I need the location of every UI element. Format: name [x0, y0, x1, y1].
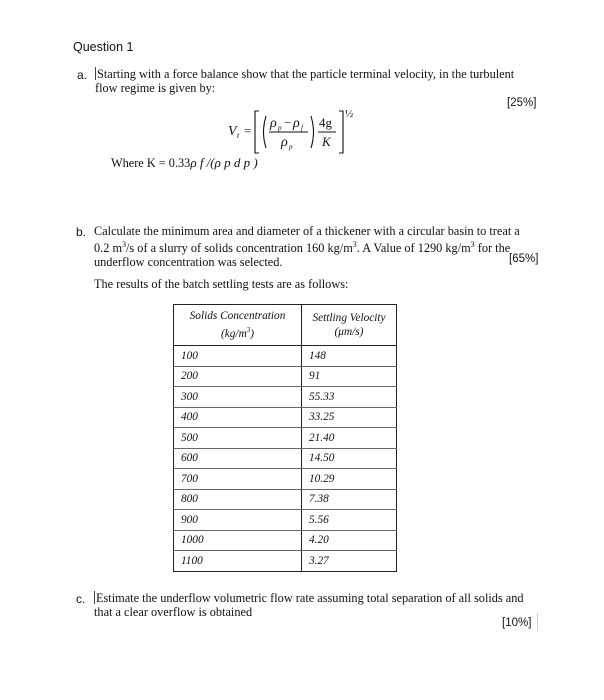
- table-row: [174, 530, 397, 551]
- terminal-velocity-formula: [226, 103, 376, 159]
- conc-cell: 400: [174, 407, 302, 428]
- conc-cell: 1100: [174, 551, 302, 572]
- table-header-row: [174, 305, 397, 346]
- conc-cell: 900: [174, 510, 302, 531]
- vel-cell: 21.40: [302, 428, 397, 449]
- table-row: [174, 428, 397, 449]
- table-row: [174, 469, 397, 490]
- part-b-line3: underflow concentration was selected.: [94, 255, 283, 270]
- part-b-label: b.: [76, 225, 87, 239]
- where-k-line: [111, 156, 258, 170]
- part-b-line1: Calculate the minimum area and diameter of a thickener with a circular basin to treat a: [94, 224, 520, 238]
- part-b-text: [94, 224, 520, 269]
- conc-cell: 500: [174, 428, 302, 449]
- where-k-prefix: Where K = 0.33: [111, 156, 191, 170]
- conc-cell: 800: [174, 489, 302, 510]
- question-title: Question 1: [73, 40, 134, 54]
- conc-cell: 300: [174, 387, 302, 408]
- table-row: [174, 387, 397, 408]
- vel-cell: 91: [302, 366, 397, 387]
- table-body: [174, 346, 397, 572]
- vel-cell: 4.20: [302, 530, 397, 551]
- part-a-line2: flow regime is given by:: [95, 81, 216, 95]
- part-c-marks: [10%]: [502, 617, 532, 629]
- table-row: [174, 551, 397, 572]
- results-intro: The results of the batch settling tests are as follows:: [94, 277, 349, 291]
- conc-cell: 1000: [174, 530, 302, 551]
- formula-rho-p: ρ: [270, 116, 277, 131]
- formula-rho-p-den: ρ: [281, 135, 288, 150]
- conc-cell: 700: [174, 469, 302, 490]
- vel-cell: 14.50: [302, 448, 397, 469]
- table-row: [174, 346, 397, 367]
- where-k-expression: ρ f /(ρ p d p ): [190, 155, 258, 170]
- formula-equals: =: [244, 123, 252, 138]
- conc-cell: 200: [174, 366, 302, 387]
- part-b-marks: [65%]: [509, 253, 539, 265]
- table-row: [174, 407, 397, 428]
- formula-exponent: ½: [345, 108, 354, 120]
- vel-cell: 7.38: [302, 489, 397, 510]
- formula-4g: 4g: [319, 115, 332, 130]
- part-a-label: a.: [77, 68, 88, 82]
- part-c-label: c.: [76, 592, 86, 606]
- formula-sub-p1: p: [278, 124, 282, 132]
- table-row: [174, 448, 397, 469]
- vel-cell: 55.33: [302, 387, 397, 408]
- conc-cell: 600: [174, 448, 302, 469]
- conc-cell: 100: [174, 346, 302, 367]
- text-caret-bar: [537, 613, 538, 631]
- part-c-line2: that a clear overflow is obtained: [94, 605, 253, 619]
- vel-cell: 10.29: [302, 469, 397, 490]
- header-settling-velocity: Settling Velocity (μm/s): [302, 305, 397, 346]
- table-row: [174, 489, 397, 510]
- part-c-text: [94, 591, 524, 619]
- part-a-text: [95, 67, 514, 95]
- text-cursor: [95, 67, 96, 80]
- text-cursor: [94, 591, 95, 604]
- vel-cell: 148: [302, 346, 397, 367]
- part-a-line1: Starting with a force balance show that the particle terminal velocity, in the turbulent: [97, 67, 515, 81]
- formula-sub-f: f: [301, 124, 303, 132]
- vel-cell: 33.25: [302, 407, 397, 428]
- part-b-line2: 0.2 $m^3/s$ of a slurry of solids concentration 160 $kg/m^3$. A Value of 1290 $kg/m^3$ for the: [94, 240, 511, 256]
- formula-minus: −: [284, 115, 292, 130]
- formula-sub-p2: p: [289, 143, 293, 151]
- formula-k: K: [322, 134, 331, 149]
- table-row: [174, 510, 397, 531]
- part-a-marks: [25%]: [507, 97, 537, 109]
- table-row: [174, 366, 397, 387]
- header-solids-concentration: Solids Concentration $(kg/m^3)$: [174, 305, 302, 346]
- vel-cell: 3.27: [302, 551, 397, 572]
- formula-lhs: V: [228, 124, 237, 139]
- formula-rho-f: ρ: [293, 116, 300, 131]
- vel-cell: 5.56: [302, 510, 397, 531]
- part-c-line1: Estimate the underflow volumetric flow rate assuming total separation of all solids and: [96, 591, 524, 605]
- formula-lhs-sub: t: [237, 131, 240, 140]
- settling-results-table: [173, 304, 397, 572]
